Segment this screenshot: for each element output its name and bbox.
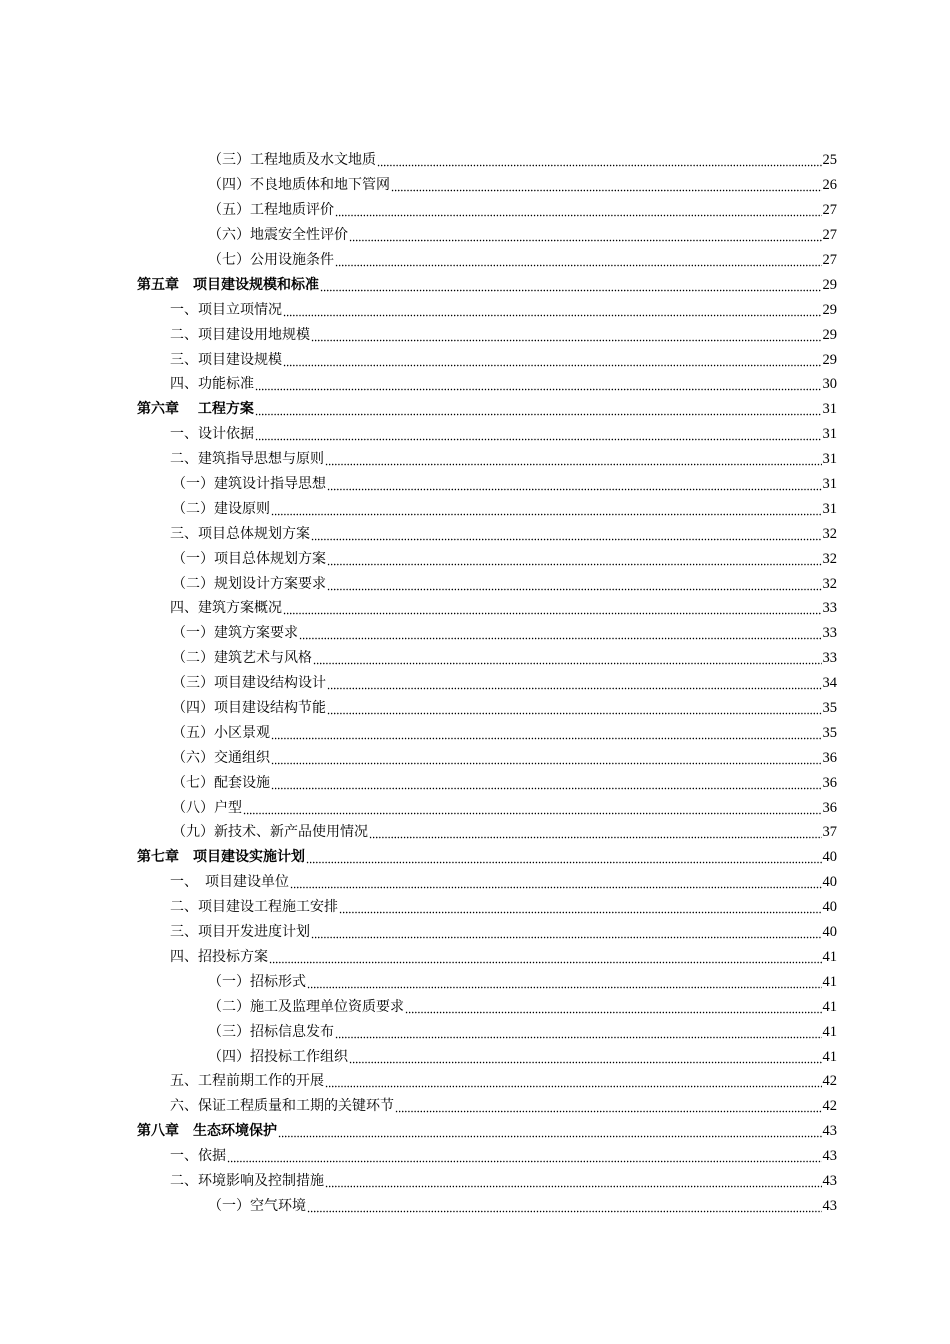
toc-entry[interactable] (0, 173, 837, 198)
dot-leader (255, 400, 822, 418)
dot-leader (278, 1122, 822, 1140)
toc-entry[interactable] (0, 347, 837, 372)
toc-entry[interactable] (0, 546, 837, 571)
dot-leader (335, 1023, 822, 1041)
toc-entry[interactable] (0, 1069, 837, 1094)
toc-page-number: 36 (822, 799, 837, 816)
toc-page-number: 37 (822, 824, 837, 841)
dot-leader (243, 799, 822, 817)
dot-leader (271, 500, 822, 518)
toc-entry-title: 五、工程前期工作的开展 (170, 1073, 324, 1090)
toc-page-number: 40 (822, 924, 837, 941)
toc-entry[interactable] (0, 1019, 837, 1044)
toc-entry-title: （一）建筑设计指导思想 (172, 476, 326, 493)
toc-entry[interactable] (0, 372, 837, 397)
dot-leader (349, 1048, 822, 1066)
dot-leader (369, 823, 822, 841)
toc-entry-title: 二、项目建设用地规模 (170, 326, 310, 343)
toc-entry-title: （一）项目总体规划方案 (172, 550, 326, 567)
toc-page-number: 43 (822, 1172, 837, 1189)
toc-entry-title: （四）招投标工作组织 (208, 1048, 348, 1065)
toc-page-number: 42 (822, 1073, 837, 1090)
toc-entry[interactable] (0, 1193, 837, 1218)
toc-entry-title: （六）交通组织 (172, 749, 270, 766)
dot-leader (283, 599, 822, 617)
toc-entry-title: （一）建筑方案要求 (172, 625, 298, 642)
toc-entry-title: 四、功能标准 (170, 376, 254, 393)
toc-entry-title: 第七章 项目建设实施计划 (137, 849, 305, 866)
table-of-contents (0, 148, 950, 1218)
toc-page-number: 31 (822, 401, 837, 418)
toc-page-number: 32 (822, 525, 837, 542)
toc-entry-title: （二）建设原则 (172, 500, 270, 517)
toc-entry-title: （二）规划设计方案要求 (172, 575, 326, 592)
toc-entry[interactable] (0, 1169, 837, 1194)
toc-entry-title: 第八章 生态环境保护 (137, 1123, 277, 1140)
toc-entry[interactable] (0, 422, 837, 447)
toc-entry-title: 二、建筑指导思想与原则 (170, 451, 324, 468)
dot-leader (306, 848, 822, 866)
dot-leader (327, 699, 822, 717)
dot-leader (290, 873, 822, 891)
toc-entry[interactable] (0, 895, 837, 920)
dot-leader (325, 1172, 822, 1190)
dot-leader (335, 201, 822, 219)
toc-entry-title: 三、项目建设规模 (170, 351, 282, 368)
toc-entry[interactable] (0, 994, 837, 1019)
dot-leader (311, 326, 822, 344)
toc-page-number: 25 (822, 152, 837, 169)
toc-chapter-entry[interactable] (0, 397, 837, 422)
dot-leader (311, 923, 822, 941)
dot-leader (320, 276, 822, 294)
toc-entry[interactable] (0, 1044, 837, 1069)
dot-leader (327, 550, 822, 568)
toc-entry-title: （五）工程地质评价 (208, 202, 334, 219)
toc-entry[interactable] (0, 223, 837, 248)
toc-entry[interactable] (0, 248, 837, 273)
toc-entry[interactable] (0, 148, 837, 173)
toc-page-number: 29 (822, 276, 837, 293)
dot-leader (325, 450, 822, 468)
dot-leader (377, 151, 822, 169)
toc-entry-title: 第五章 项目建设规模和标准 (137, 276, 319, 293)
dot-leader (307, 1197, 822, 1215)
toc-page-number: 30 (822, 376, 837, 393)
dot-leader (339, 898, 822, 916)
dot-leader (327, 575, 822, 593)
toc-page-number: 33 (822, 650, 837, 667)
toc-entry[interactable] (0, 646, 837, 671)
toc-entry-title: 四、招投标方案 (170, 948, 268, 965)
toc-page-number: 32 (822, 575, 837, 592)
toc-entry-title: 二、环境影响及控制措施 (170, 1172, 324, 1189)
dot-leader (313, 649, 822, 667)
toc-entry[interactable] (0, 820, 837, 845)
toc-entry[interactable] (0, 596, 837, 621)
toc-page-number: 41 (822, 998, 837, 1015)
toc-page-number: 33 (822, 600, 837, 617)
toc-entry[interactable] (0, 920, 837, 945)
toc-page-number: 27 (822, 202, 837, 219)
dot-leader (391, 176, 822, 194)
toc-page-number: 33 (822, 625, 837, 642)
toc-entry[interactable] (0, 969, 837, 994)
toc-entry[interactable] (0, 297, 837, 322)
toc-entry[interactable] (0, 447, 837, 472)
toc-entry-title: （二）建筑艺术与风格 (172, 650, 312, 667)
toc-page-number: 40 (822, 899, 837, 916)
toc-entry-title: （一）招标形式 (208, 973, 306, 990)
toc-page-number: 43 (822, 1123, 837, 1140)
toc-entry[interactable] (0, 472, 837, 497)
dot-leader (283, 351, 822, 369)
toc-entry[interactable] (0, 720, 837, 745)
toc-entry-title: （七）公用设施条件 (208, 252, 334, 268)
toc-chapter-entry[interactable] (0, 1119, 837, 1144)
dot-leader (335, 251, 822, 269)
dot-leader (327, 475, 822, 493)
toc-page-number: 29 (822, 326, 837, 343)
toc-entry-title: 一、设计依据 (170, 426, 254, 443)
toc-entry[interactable] (0, 945, 837, 970)
toc-entry-title: （三）工程地质及水文地质 (208, 152, 376, 169)
toc-page-number: 41 (822, 1048, 837, 1065)
toc-page-number: 31 (822, 500, 837, 517)
toc-page-number: 32 (822, 550, 837, 567)
toc-entry-title: （五）小区景观 (172, 724, 270, 741)
dot-leader (283, 301, 822, 319)
toc-page-number: 27 (822, 252, 837, 268)
toc-entry[interactable] (0, 795, 837, 820)
dot-leader (299, 624, 822, 642)
toc-entry-title: 二、项目建设工程施工安排 (170, 899, 338, 916)
toc-page-number: 35 (822, 700, 837, 717)
toc-page-number: 26 (822, 177, 837, 194)
dot-leader (327, 674, 822, 692)
toc-entry-title: （四）不良地质体和地下管网 (208, 177, 390, 194)
toc-entry[interactable] (0, 521, 837, 546)
dot-leader (405, 998, 822, 1016)
toc-page-number: 40 (822, 874, 837, 891)
toc-page-number: 29 (822, 351, 837, 368)
toc-entry[interactable] (0, 571, 837, 596)
toc-page-number: 27 (822, 227, 837, 244)
dot-leader (307, 973, 822, 991)
toc-entry-title: 三、项目开发进度计划 (170, 924, 310, 941)
toc-entry-title: （三）项目建设结构设计 (172, 675, 326, 692)
toc-page-number: 43 (822, 1197, 837, 1214)
toc-page-number: 41 (822, 948, 837, 965)
toc-entry-title: （八）户型 (172, 799, 242, 816)
toc-page-number: 31 (822, 476, 837, 493)
toc-entry-title: 一、 项目建设单位 (170, 874, 289, 891)
toc-entry-title: （四）项目建设结构节能 (172, 700, 326, 717)
toc-entry[interactable] (0, 870, 837, 895)
toc-page-number: 34 (822, 675, 837, 692)
dot-leader (269, 948, 822, 966)
toc-entry-title: 第六章 工程方案 (137, 401, 254, 418)
toc-entry-title: （一）空气环境 (208, 1197, 306, 1214)
toc-entry[interactable] (0, 671, 837, 696)
toc-entry[interactable] (0, 745, 837, 770)
toc-page-number: 41 (822, 973, 837, 990)
toc-entry-title: （七）配套设施 (172, 774, 270, 791)
dot-leader (325, 1072, 822, 1090)
toc-entry-title: 四、建筑方案概况 (170, 600, 282, 617)
toc-entry-title: （六）地震安全性评价 (208, 227, 348, 244)
toc-page-number: 36 (822, 774, 837, 791)
toc-page-number: 31 (822, 426, 837, 443)
toc-page-number: 43 (822, 1148, 837, 1165)
toc-entry-title: （三）招标信息发布 (208, 1023, 334, 1040)
toc-page-number: 36 (822, 749, 837, 766)
toc-entry[interactable] (0, 770, 837, 795)
toc-entry[interactable] (0, 198, 837, 223)
dot-leader (311, 525, 822, 543)
toc-page-number: 29 (822, 301, 837, 318)
toc-entry-title: 一、依据 (170, 1148, 226, 1165)
toc-entry[interactable] (0, 1144, 837, 1169)
toc-page-number: 41 (822, 1023, 837, 1040)
dot-leader (271, 774, 822, 792)
toc-entry-title: 一、项目立项情况 (170, 301, 282, 318)
toc-entry[interactable] (0, 322, 837, 347)
dot-leader (255, 425, 822, 443)
toc-page-number: 42 (822, 1098, 837, 1115)
dot-leader (227, 1147, 822, 1165)
toc-entry-title: （二）施工及监理单位资质要求 (208, 998, 404, 1015)
toc-page-number: 40 (822, 849, 837, 866)
toc-chapter-entry[interactable] (0, 272, 837, 297)
toc-entry[interactable] (0, 496, 837, 521)
toc-entry-title: 六、保证工程质量和工期的关键环节 (170, 1098, 394, 1115)
toc-chapter-entry[interactable] (0, 845, 837, 870)
toc-page-number: 31 (822, 451, 837, 468)
dot-leader (349, 226, 822, 244)
dot-leader (271, 749, 822, 767)
dot-leader (395, 1097, 822, 1115)
dot-leader (271, 724, 822, 742)
toc-entry[interactable] (0, 621, 837, 646)
toc-entry[interactable] (0, 696, 837, 721)
toc-entry[interactable] (0, 1094, 837, 1119)
toc-entry-title: 三、项目总体规划方案 (170, 525, 310, 542)
toc-entry-title: （九）新技术、新产品使用情况 (172, 824, 368, 841)
dot-leader (255, 375, 822, 393)
toc-page-number: 35 (822, 724, 837, 741)
